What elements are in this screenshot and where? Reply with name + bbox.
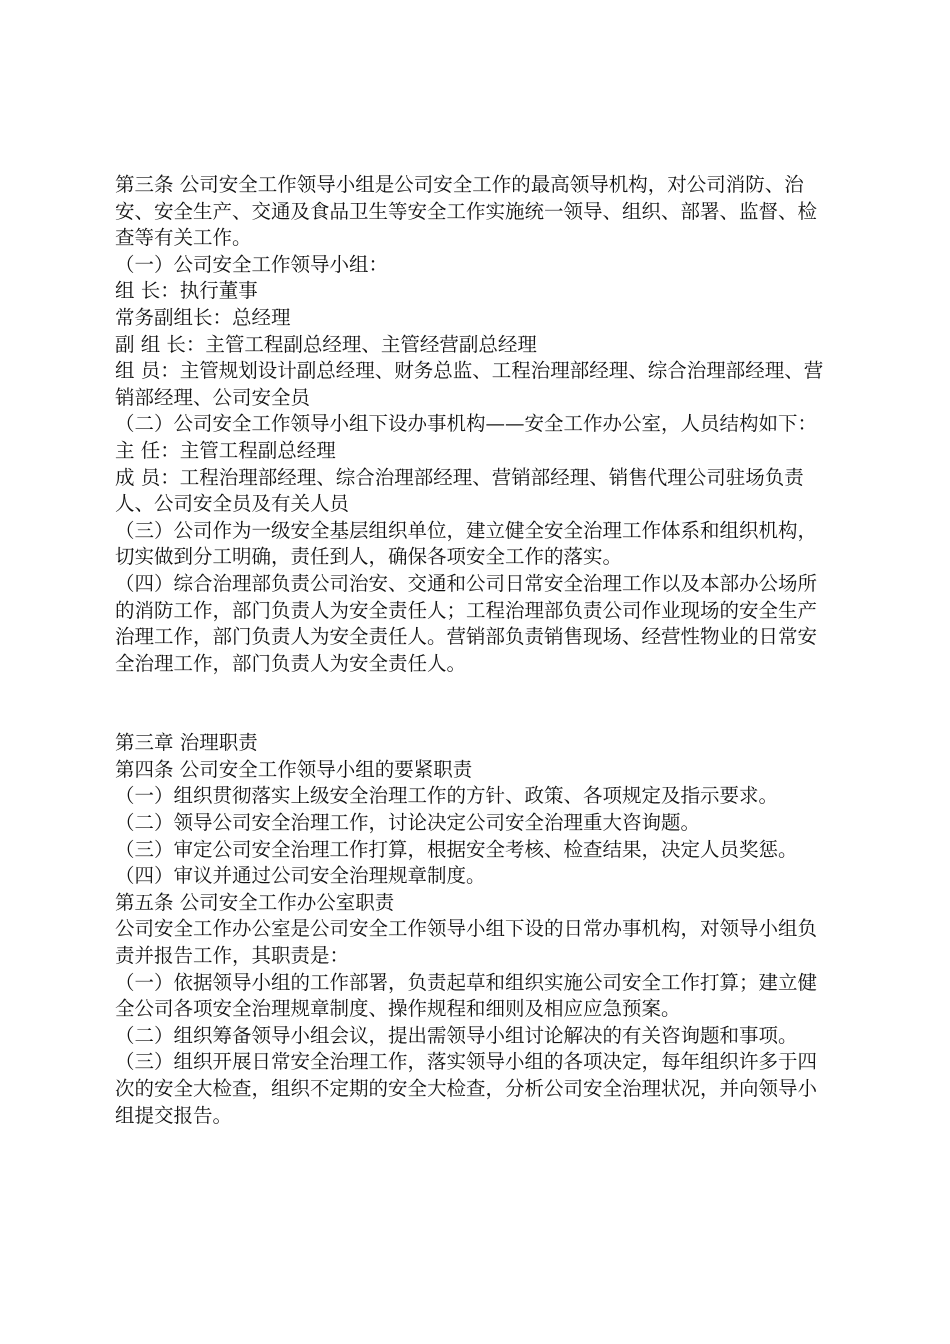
- chapter-3-heading: 第三章 治理职责: [115, 731, 258, 755]
- executive-deputy-leader-line: 常务副组长：总经理: [115, 305, 291, 329]
- document-body: [115, 172, 835, 1129]
- safety-office-heading: （二）公司安全工作领导小组下设办事机构——安全工作办公室，人员结构如下：: [115, 412, 818, 436]
- leadership-group-heading: （一）公司安全工作领导小组：: [115, 252, 389, 276]
- item-4-paragraph: （四）综合治理部负责公司治安、交通和公司日常安全治理工作以及本部办公场所的消防工作，部门负责人为安全责任人；工程治理部负责公司作业现场的安全生产治理工作，部门负责人为安全责任人。营销部负责销售现场、经营性物业的日常安全治理工作，部门负责人为安全责任人。: [115, 571, 818, 675]
- article-5-item-3: （三）组织开展日常安全治理工作，落实领导小组的各项决定，每年组织许多于四次的安全大检查，组织不定期的安全大检查，分析公司安全治理状况，并向领导小组提交报告。: [115, 1050, 818, 1127]
- article-5-item-2: （二）组织筹备领导小组会议，提出需领导小组讨论解决的有关咨询题和事项。: [115, 1023, 798, 1047]
- office-director-line: 主 任：主管工程副总经理: [115, 438, 336, 462]
- article-5-heading: 第五条 公司安全工作办公室职责: [115, 890, 395, 914]
- deputy-leader-line: 副 组 长：主管工程副总经理、主管经营副总经理: [115, 332, 537, 356]
- group-leader-line: 组 长：执行董事: [115, 279, 258, 303]
- article-4-item-4: （四）审议并通过公司安全治理规章制度。: [115, 864, 486, 888]
- office-members-line: 成 员：工程治理部经理、综合治理部经理、营销部经理、销售代理公司驻场负责人、公司安全员及有关人员: [115, 465, 804, 516]
- group-members-line: 组 员：主管规划设计副总经理、财务总监、工程治理部经理、综合治理部经理、营销部经理、公司安全员: [115, 359, 824, 409]
- article-3-paragraph: 第三条 公司安全工作领导小组是公司安全工作的最高领导机构，对公司消防、治安、安全生产、交通及食品卫生等安全工作实施统一领导、组织、部署、监督、检查等有关工作。: [115, 173, 818, 250]
- article-5-intro: 公司安全工作办公室是公司安全工作领导小组下设的日常办事机构，对领导小组负责并报告工作，其职责是：: [115, 917, 818, 968]
- article-4-heading: 第四条 公司安全工作领导小组的要紧职责: [115, 757, 473, 781]
- section-spacer: [115, 677, 835, 730]
- article-4-item-3: （三）审定公司安全治理工作打算，根据安全考核、检查结果，决定人员奖惩。: [115, 837, 798, 861]
- article-5-item-1: （一）依据领导小组的工作部署，负责起草和组织实施公司安全工作打算；建立健全公司各项安全治理规章制度、操作规程和细则及相应应急预案。: [115, 970, 818, 1021]
- article-4-item-1: （一）组织贯彻落实上级安全治理工作的方针、政策、各项规定及指示要求。: [115, 784, 779, 808]
- item-3-paragraph: （三）公司作为一级安全基层组织单位，建立健全安全治理工作体系和组织机构，切实做到分工明确，责任到人，确保各项安全工作的落实。: [115, 518, 818, 569]
- article-4-item-2: （二）领导公司安全治理工作，讨论决定公司安全治理重大咨询题。: [115, 811, 701, 835]
